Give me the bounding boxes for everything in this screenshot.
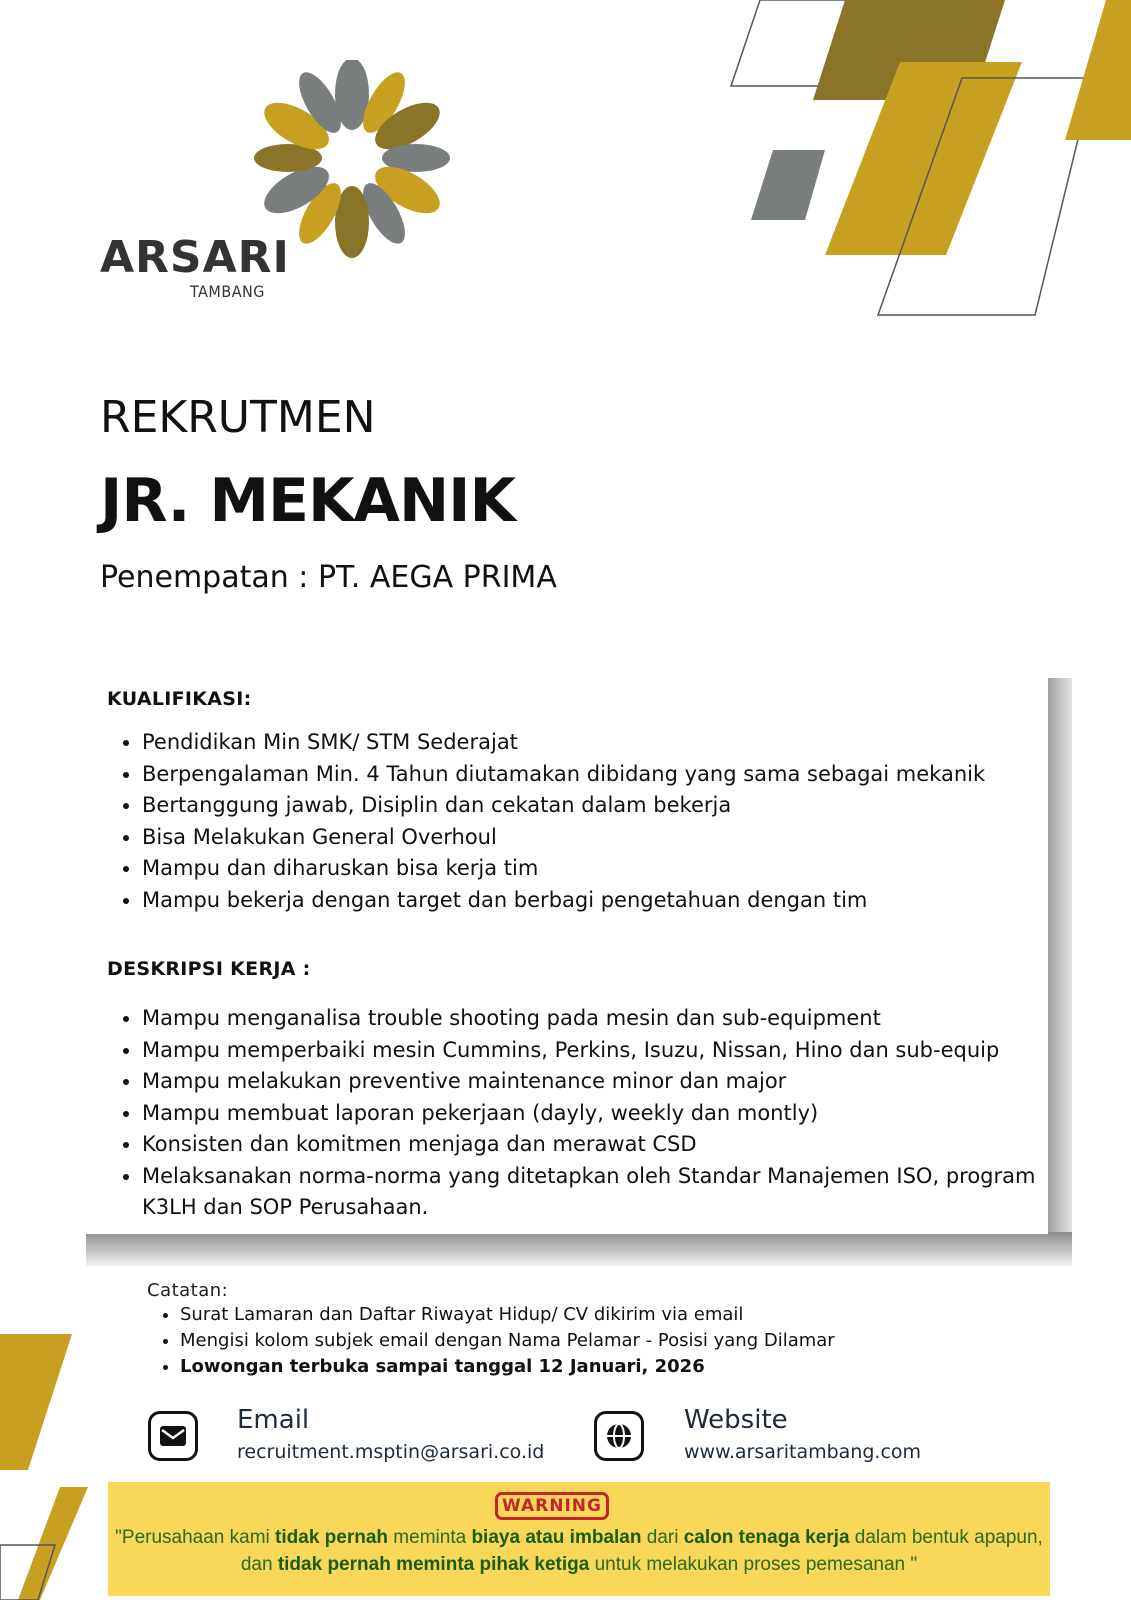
warning-badge: WARNING: [495, 1492, 609, 1520]
list-item: • Surat Lamaran dan Daftar Riwayat Hidup/ CV dikirim via email: [180, 1302, 835, 1328]
list-item: • Lowongan terbuka sampai tanggal 12 Januari, 2026: [180, 1354, 835, 1380]
list-item: • Mengisi kolom subjek email dengan Nama Pelamar - Posisi yang Dilamar: [180, 1328, 835, 1354]
placement-text: Penempatan : PT. AEGA PRIMA: [100, 560, 557, 595]
card-shadow-right: [1046, 678, 1072, 1238]
page-title: JR. MEKANIK: [100, 466, 515, 536]
job-description-list: [116, 1003, 1042, 1224]
job-description-heading: DESKRIPSI KERJA :: [107, 958, 311, 980]
list-item: • Bisa Melakukan General Overhoul: [142, 822, 1042, 854]
list-item: • Mampu memperbaiki mesin Cummins, Perkins, Isuzu, Nissan, Hino dan sub-equip: [142, 1035, 1042, 1067]
list-item: • Mampu dan diharuskan bisa kerja tim: [142, 853, 1042, 885]
deco-bottom-gold-2: [18, 1487, 88, 1600]
website-link[interactable]: www.arsaritambang.com: [684, 1441, 922, 1463]
qualifications-list: [116, 727, 1042, 916]
list-item: • Melaksanakan norma-norma yang ditetapkan oleh Standar Manajemen ISO, program K3LH dan SOP Perusahaan.: [142, 1161, 1042, 1224]
warning-text: "Perusahaan kami tidak pernah meminta biaya atau imbalan dari calon tenaga kerja dalam bentuk apapun, dan tidak pernah meminta pihak ketiga untuk melakukan proses pemesanan ": [115, 1527, 1043, 1575]
email-label: Email: [237, 1405, 310, 1435]
qualifications-heading: KUALIFIKASI:: [107, 688, 252, 710]
deco-top-gold-right: [1065, 0, 1131, 140]
website-label: Website: [684, 1405, 788, 1435]
list-item: • Pendidikan Min SMK/ STM Sederajat: [142, 727, 1042, 759]
globe-icon: [594, 1411, 644, 1461]
page-kicker: REKRUTMEN: [100, 392, 376, 443]
list-item: • Mampu bekerja dengan target dan berbagi pengetahuan dengan tim: [142, 885, 1042, 917]
logo-wordmark: ARSARI: [100, 232, 290, 283]
email-address-link[interactable]: recruitment.msptin@arsari.co.id: [237, 1441, 545, 1463]
deco-top-gray: [751, 150, 825, 220]
logo-subtitle: TAMBANG: [190, 282, 265, 301]
email-icon: [148, 1411, 198, 1461]
deco-bottom-gold-1: [0, 1334, 72, 1470]
notes-list: [160, 1302, 835, 1380]
card-shadow-bottom: [86, 1232, 1072, 1266]
list-item: • Mampu melakukan preventive maintenance minor dan major: [142, 1066, 1042, 1098]
list-item: • Mampu menganalisa trouble shooting pada mesin dan sub-equipment: [142, 1003, 1042, 1035]
list-item: • Berpengalaman Min. 4 Tahun diutamakan dibidang yang sama sebagai mekanik: [142, 759, 1042, 791]
list-item: • Mampu membuat laporan pekerjaan (dayly, weekly dan montly): [142, 1098, 1042, 1130]
list-item: • Konsisten dan komitmen menjaga dan merawat CSD: [142, 1129, 1042, 1161]
list-item: • Bertanggung jawab, Disiplin dan cekatan dalam bekerja: [142, 790, 1042, 822]
notes-label: Catatan:: [147, 1280, 229, 1301]
